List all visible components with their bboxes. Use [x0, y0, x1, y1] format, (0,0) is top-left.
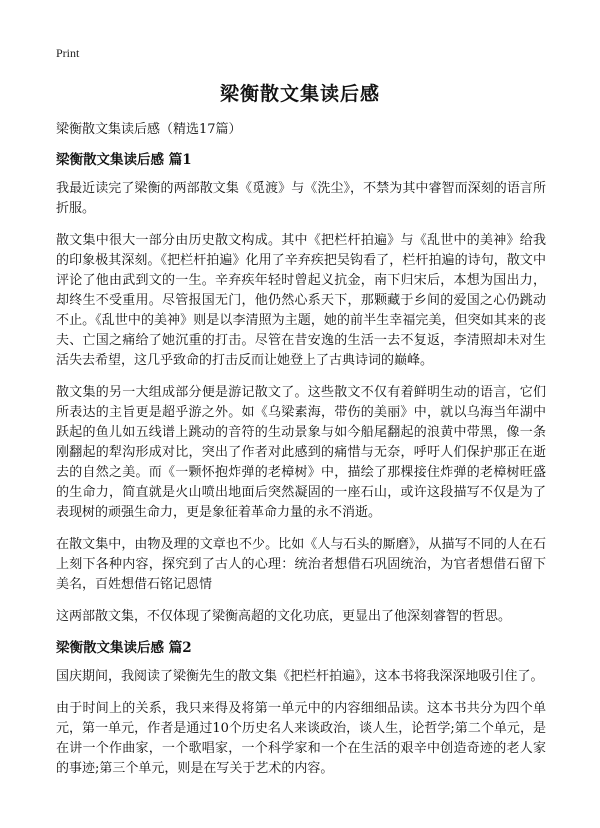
section-1 — [56, 151, 546, 627]
paragraph: 这两部散文集，不仅体现了梁衡高超的文化功底，更显出了他深刻睿智的哲思。 — [56, 609, 512, 624]
paragraph: 散文集的另一大组成部分便是游记散文了。这些散文不仅有着鲜明生动的语言，它们所表达的主旨更是超乎游之外。如《乌梁素海，带伤的美丽》中，就以乌海当年湖中跃起的鱼儿如五线谱上跳动的音符的生动景象与如今船尾翻起的浪黄中带黑，像一条刚翻起的犁沟形成对比，突出了作者对此感到的痛惜与无奈，呼吁人们保护那正在逝去的自然之美。而《一颗怀抱炸弹的老樟树》中，描绘了那棵接住炸弹的老樟树旺盛的生命力，简直就是火山喷出地面后突然凝固的一座石山，或许这段描写不仅是为了表现树的顽强生命力，更是象征着革命力量的永不消逝。 — [56, 385, 546, 520]
paragraph: 国庆期间，我阅读了梁衡先生的散文集《把栏杆拍遍》，这本书将我深深地吸引住了。 — [56, 669, 544, 684]
paragraph: 散文集中很大一部分由历史散文构成。其中《把栏杆拍遍》与《乱世中的美神》给我的印象极其深刻。《把栏杆拍遍》化用了辛弃疾把吴钩看了，栏杆拍遍的诗句，散文中评论了他由武到文的一生。辛弃疾年轻时曾起义抗金，南下归宋后，本想为国出力，却终生不受重用。尽管报国无门，他仍然心系天下，那颗藏于乡间的爱国之心仍跳动不止。《乱世中的美神》则是以李清照为主题，她的前半生幸福完美，但突如其来的丧夫、亡国之痛给了她沉重的打击。尽管在昔安逸的生活一去不复返，李清照却未对生活失去希望，这几乎致命的打击反而让她登上了古典诗词的巅峰。 — [56, 233, 546, 368]
section-2 — [56, 639, 546, 779]
section-heading: 梁衡散文集读后感 篇1 — [56, 152, 192, 168]
paragraph: 在散文集中，由物及理的文章也不少。比如《人与石头的厮磨》，从描写不同的人在石上刻下各种内容，探究到了古人的心理：统治者想借石巩固统治，为官者想借石留下美名，百姓想借石铭记恩情 — [56, 537, 546, 592]
paragraph: 由于时间上的关系，我只来得及将第一单元中的内容细细品读。这本书共分为四个单元，第一单元，作者是通过10个历史名人来谈政治，谈人生，论哲学;第二个单元，是在讲一个作曲家，一个歌唱家，一个科学家和一个在生活的艰辛中创造奇迹的老人家的事迹;第三个单元，则是在写关于艺术的内容。 — [56, 701, 546, 776]
paragraph: 我最近读完了梁衡的两部散文集《觅渡》与《洗尘》，不禁为其中睿智而深刻的语言所折服。 — [56, 181, 546, 216]
print-link[interactable]: Print — [56, 46, 80, 60]
article-body — [56, 121, 546, 791]
page-title: 梁衡散文集读后感 — [219, 83, 380, 105]
section-heading: 梁衡散文集读后感 篇2 — [56, 640, 192, 656]
article-subtitle: 梁衡散文集读后感（精选17篇） — [56, 122, 242, 137]
